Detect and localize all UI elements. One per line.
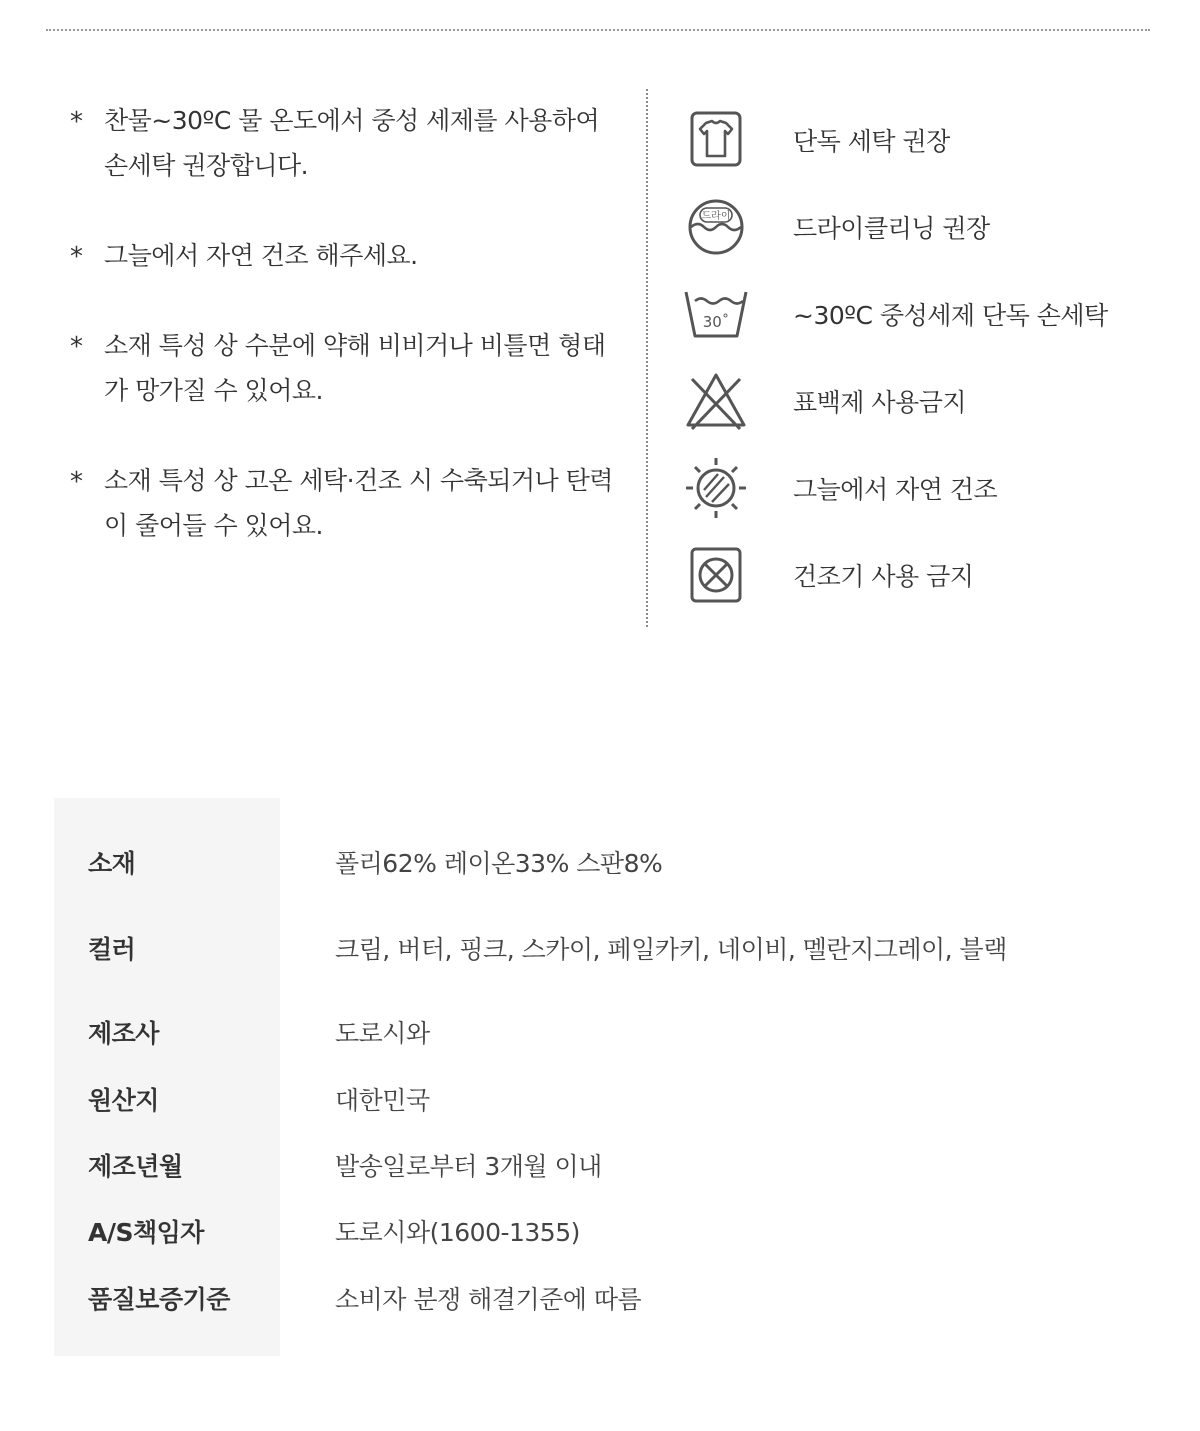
spec-key: 소재: [88, 849, 136, 878]
care-symbol-row: [680, 361, 1160, 441]
dry-clean-icon-text: 드라이: [701, 211, 731, 222]
care-symbol-row: [680, 448, 1160, 528]
hand-wash-30-icon: [680, 274, 752, 354]
spec-key: 원산지: [88, 1086, 159, 1115]
spec-value: 폴리62% 레이온33% 스판8%: [335, 849, 663, 878]
asterisk-bullet: *: [70, 332, 83, 362]
spec-value: 도로시와: [335, 1019, 430, 1048]
care-note-text: 찬물~30ºC 물 온도에서 중성 세제를 사용하여 손세탁 권장합니다.: [104, 106, 600, 180]
spec-row-as-contact: [0, 1213, 1150, 1253]
no-bleach-icon: [680, 361, 752, 441]
spec-key: 제조년월: [88, 1152, 183, 1181]
spec-key: 컬러: [88, 935, 136, 964]
vertical-dotted-divider: [646, 89, 648, 627]
care-note: [70, 458, 624, 548]
care-note: [70, 98, 624, 188]
care-note-text: 그늘에서 자연 건조 해주세요.: [104, 241, 418, 270]
spec-row-manufacturer: [0, 1014, 1150, 1054]
care-symbol-label: 드라이클리닝 권장: [793, 214, 990, 243]
care-note-text: 소재 특성 상 고온 세탁·건조 시 수축되거나 탄력이 줄어들 수 있어요.: [104, 466, 613, 540]
no-tumble-dry-icon: [680, 535, 752, 615]
spec-row-material: [0, 844, 1150, 884]
care-symbol-row: [680, 187, 1160, 267]
spec-key: 제조사: [88, 1019, 159, 1048]
care-symbol-label: 건조기 사용 금지: [793, 562, 974, 591]
care-symbol-row: [680, 100, 1160, 180]
care-symbol-label: ~30ºC 중성세제 단독 손세탁: [793, 301, 1108, 330]
care-symbol-label: 표백제 사용금지: [793, 388, 966, 417]
asterisk-bullet: *: [70, 467, 83, 497]
care-symbol-row: [680, 535, 1160, 615]
top-dotted-divider: [46, 29, 1150, 31]
shirt-wash-separately-icon: [680, 100, 752, 180]
dry-clean-icon: [680, 187, 752, 267]
spec-row-origin: [0, 1081, 1150, 1121]
care-note: [70, 233, 624, 278]
spec-key: A/S책임자: [88, 1218, 204, 1247]
care-note-text: 소재 특성 상 수분에 약해 비비거나 비틀면 형태가 망가질 수 있어요.: [104, 331, 606, 405]
spec-value: 발송일로부터 3개월 이내: [335, 1152, 602, 1181]
care-symbol-label: 그늘에서 자연 건조: [793, 475, 998, 504]
asterisk-bullet: *: [70, 242, 83, 272]
hand-wash-temp-text: 30˚: [702, 313, 730, 331]
care-note: [70, 323, 624, 413]
spec-value: 소비자 분쟁 해결기준에 따름: [335, 1285, 642, 1314]
asterisk-bullet: *: [70, 107, 83, 137]
spec-row-manufacture-date: [0, 1147, 1150, 1187]
spec-row-quality-guarantee: [0, 1280, 1150, 1320]
spec-key: 품질보증기준: [88, 1285, 230, 1314]
spec-row-color: [0, 930, 1150, 970]
care-symbol-row: [680, 274, 1160, 354]
care-symbol-label: 단독 세탁 권장: [793, 127, 950, 156]
spec-value: 대한민국: [335, 1086, 430, 1115]
spec-value: 크림, 버터, 핑크, 스카이, 페일카키, 네이비, 멜란지그레이, 블랙: [335, 935, 1007, 964]
spec-value: 도로시와(1600-1355): [335, 1218, 580, 1247]
shade-dry-icon: [680, 448, 752, 528]
